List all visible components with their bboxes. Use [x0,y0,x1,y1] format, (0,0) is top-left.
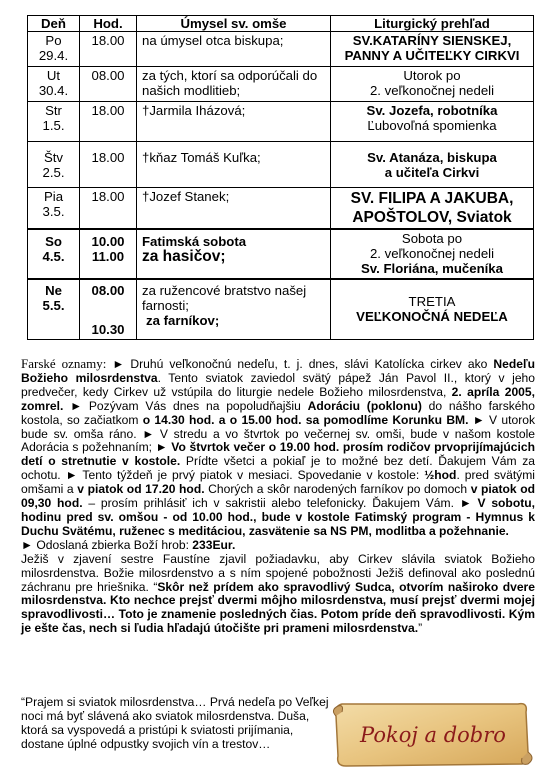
table-row [28,142,534,188]
day-cell: Ne 5.5. [28,279,80,339]
day-cell: Ut 30.4. [28,67,80,102]
header-intent: Úmysel sv. omše [137,16,331,32]
liturgy-cell: SV.KATARÍNY SIENSKEJ, PANNY A UČITEĽKY CIRKVI [331,32,534,67]
text-run: Adoráciu (poklonu) [307,398,422,413]
day-cell: Str 1.5. [28,102,80,142]
header-day: Deň [28,16,80,32]
text-run: . Tento sviatok zaviedol svätý pápež Ján Pavol II., ktorý v jeho predvečer, kedy Cirkev už vstúpila do liturgie nedele Božieho milosrdenstva, [21,370,535,399]
time-cell: 18.00 [80,102,137,142]
text-run: 2. apríla 2005, zomrel. [21,384,535,413]
intent-cell: †Jozef Stanek; [137,188,331,230]
table-row [28,102,534,142]
table-row [28,229,534,279]
liturgy-cell: TRETIA VEĽKONOČNÁ NEDEĽA [331,279,534,339]
table-row [28,32,534,67]
text-run: ► Pozývam Vás dnes na popoludňajšiu [63,398,308,413]
text-run: Nedeľu Božieho milosrdenstva [21,357,536,385]
text-run: Ježiš v zjavení sestre Faustíne zjavil požiadavku, aby Cirkev slávila sviatok Božieho milosrdenstva. Božie milosrdenstvo a s ním spojené pobožnosti Ježiš definoval ako poslednú záchranu pre hriešnika. “ [21,551,535,594]
announcements-label: Farské oznamy: [21,356,107,371]
day-cell: So 4.5. [28,229,80,279]
intent-cell: za tých, ktorí sa odporúčali do našich modlitieb; [137,67,331,102]
text-run: ► Odoslaná zbierka Boží hrob: [21,537,193,552]
announcement-text [21,357,535,538]
text-run: ” [418,621,423,636]
text-run: v piatok od 17.20 hod. [77,482,205,497]
table-header [28,16,534,32]
text-run: . pred svätými omšami a [21,468,535,497]
liturgy-cell: Sobota po 2. veľkonočnej nedeli Sv. Floriána, mučeníka [331,229,534,279]
intent-cell: na úmysel otca biskupa; [137,32,331,67]
prayer-text: “Prajem si sviatok milosrdenstva… Prvá nedeľa po Veľkej noci má byť slávená ako sviatok milosrdenstva. Duša, ktorá sa vyspovedá a pristúpi k sviatosti prijímania, dostane úplné odpustky svojich vín a trestov… [21,695,329,751]
time-cell: 08.00 [80,67,137,102]
intent-cell: za ružencové bratstvo našej farnosti; za farníkov; [137,279,331,339]
text-run: Chorých a skôr narodených farníkov po domoch [204,482,471,497]
day-cell: Pia 3.5. [28,188,80,230]
table-row [28,67,534,102]
parish-announcements [21,357,535,636]
text-run: Prídte všetci a pokiaľ je to možné bez detí. Ďakujem Vám za ochotu. ► Tento týždeň je prvý piatok v mesiaci. Spovedanie v kostole: [21,454,535,483]
liturgy-cell: Utorok po 2. veľkonočnej nedeli [331,67,534,102]
collection-note [21,539,535,553]
pokoj-a-dobro-banner [328,696,538,772]
intent-cell: †kňaz Tomáš Kuľka; [137,142,331,188]
day-cell: Štv 2.5. [28,142,80,188]
text-run: – prosím prihlásiť ich v sakristii alebo telefonicky. Ďakujem Vám. ► [82,496,478,511]
mass-schedule-table [27,15,534,340]
time-cell: 18.00 [80,142,137,188]
intent-cell: †Jarmila Iházová; [137,102,331,142]
header-time: Hod. [80,16,137,32]
text-run: Skôr než prídem ako spravodlivý Sudca, otvorím naširoko dvere milosrdenstva. Kto nechce prejsť dvermi môjho milosrdenstva, musí prejsť dvermi mojej spravodlivosti… Toto je znamenie posledných čias. Potom príde deň spravodlivosti. Kým je ešte čas, nech si ľudia hľadajú útočište pri prameni milosrdenstva. [21,579,535,636]
liturgy-cell: Sv. Jozefa, robotníka Ľubovoľná spomienka [331,102,534,142]
liturgy-cell: Sv. Atanáza, biskupa a učiteľa Cirkvi [331,142,534,188]
announcement-paragraph [21,357,535,539]
mercy-feast-text [21,553,535,636]
time-cell: 18.00 [80,188,137,230]
text-run: do nášho farského kostola, so začiatkom [21,398,535,427]
text-run: Vo štvrtok večer o 19.00 hod. prosím rodičov prvoprijímajúcich detí o stretnutie v kostole. [21,440,535,469]
text-run: ► V utorok bude sv. omša ráno. ► V stredu a vo štvrtok po večernej sv. omši, bude v našom kostole Adorácia s požehnaním; ► [21,412,535,455]
text-run: 233Eur. [192,537,236,552]
prayer-quote [21,696,329,752]
text-run: ► Druhú veľkonočnú nedeľu, t. j. dnes, slávi Katolícka cirkev ako [112,357,494,371]
time-cell: 10.00 11.00 [80,229,137,279]
table-row [28,279,534,339]
intent-cell: Fatimská sobota za hasičov; [137,229,331,279]
text-run: v piatok od 09,30 hod. [21,482,536,511]
header-liturgy: Liturgický prehľad [331,16,534,32]
day-cell: Po 29.4. [28,32,80,67]
banner-text: Pokoj a dobro [360,723,506,747]
time-cell: 18.00 [80,32,137,67]
liturgy-cell: SV. FILIPA A JAKUBA, APOŠTOLOV, Sviatok [331,188,534,230]
time-cell: 08.00 10.30 [80,279,137,339]
text-run: o 14.30 hod. a o 15.00 hod. sa pomodlíme Korunku BM. [142,412,469,427]
text-run: V sobotu, hodinu pred sv. omšou - od 10.00 hod., bude v kostole Fatimský program - Hymnus k Duchu Svätému, ruženec s meditáciou, zasvätenie sa NS PM, modlitba a požehnanie. [21,496,535,538]
text-run: ½hod [424,468,457,483]
table-row [28,188,534,230]
